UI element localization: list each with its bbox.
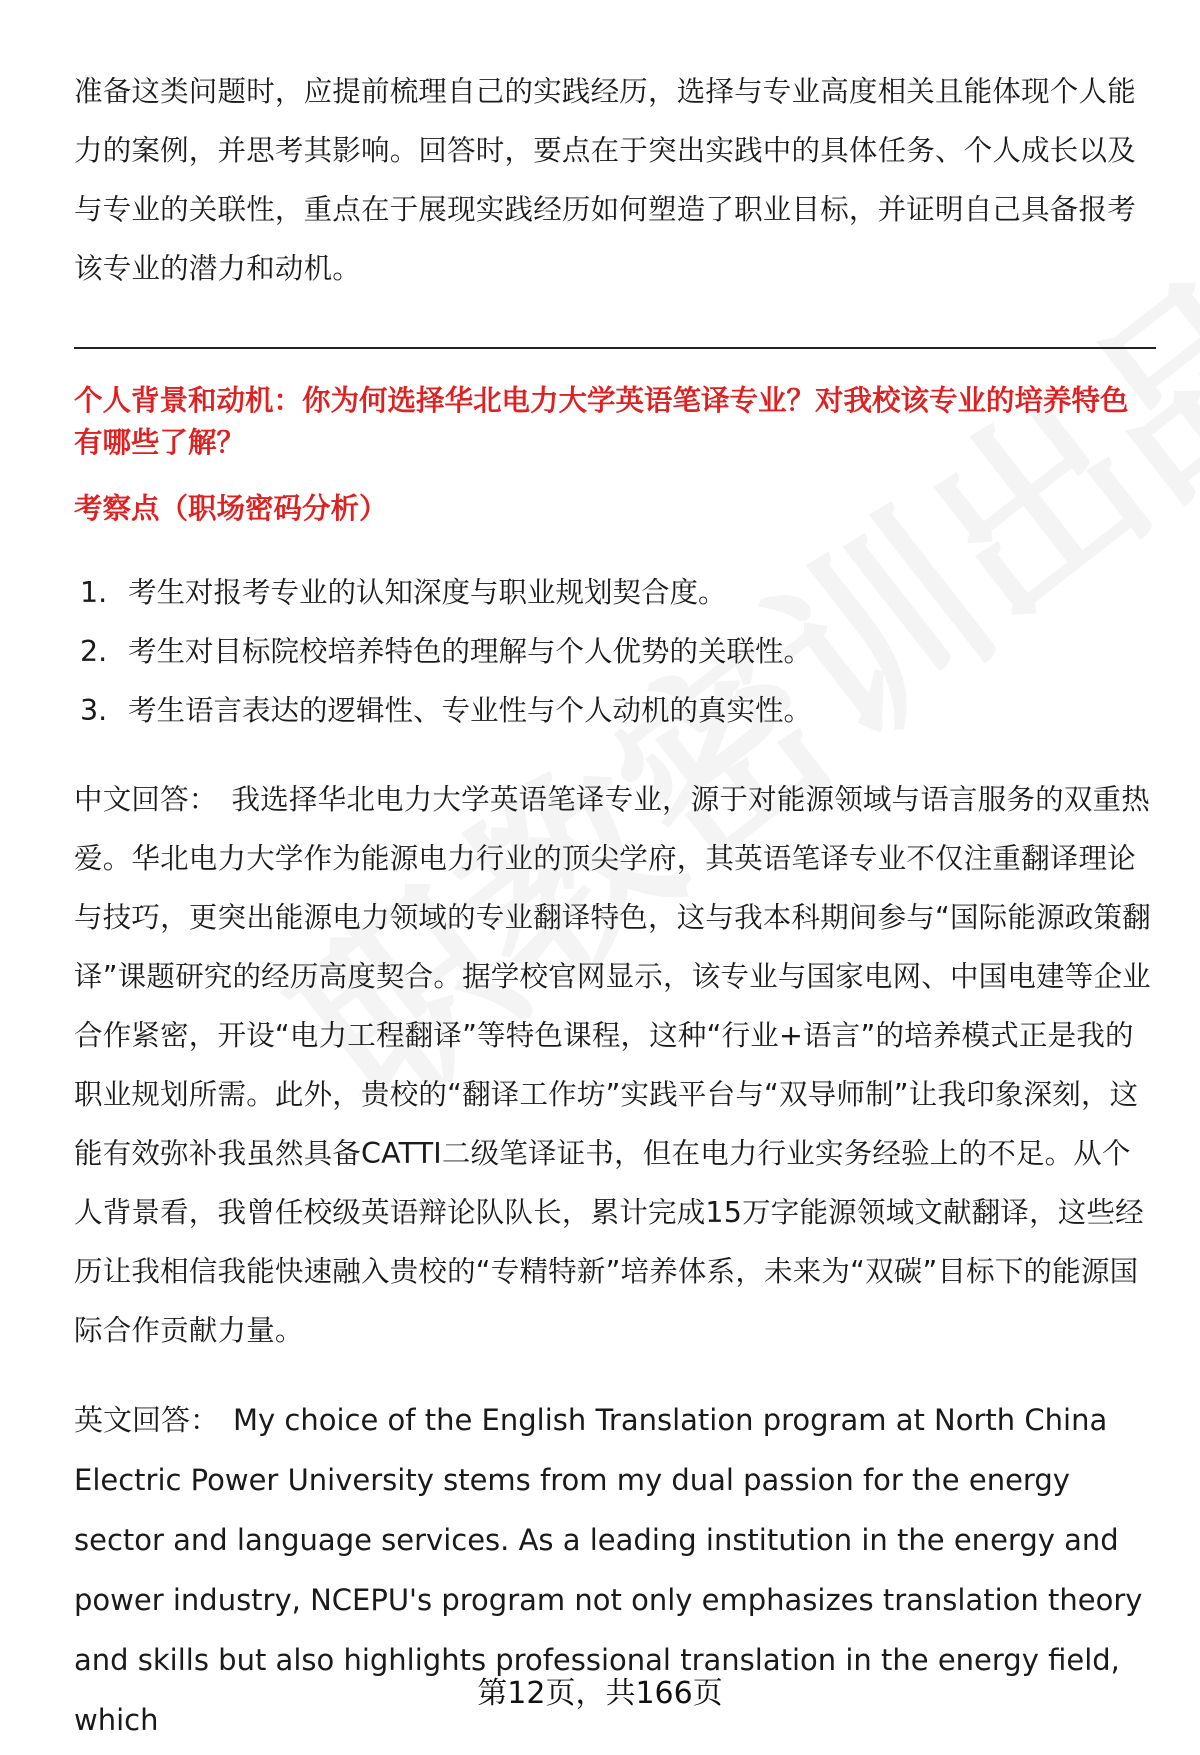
question-title: 个人背景和动机：你为何选择华北电力大学英语笔译专业？对我校该专业的培养特色有哪些了解？ bbox=[74, 384, 1129, 459]
english-answer-text: My choice of the English Translation program at North China Electric Power University stems from my dual passion for the energy sector and language services. As a leading institution in the energy and power industry, NCEPU's program not only emphasizes translation theory and skills but also highlights professional translation in the energy field, which bbox=[74, 1403, 1143, 1737]
list-text: 考生对目标院校培养特色的理解与个人优势的关联性。 bbox=[128, 635, 813, 668]
intro-paragraph: 准备这类问题时，应提前梳理自己的实践经历，选择与专业高度相关且能体现个人能力的案例，并思考其影响。回答时，要点在于突出实践中的具体任务、个人成长以及与专业的关联性，重点在于展现实践经历如何塑造了职业目标，并证明自己具备报考该专业的潜力和动机。 bbox=[74, 75, 1136, 285]
list-item bbox=[80, 681, 1150, 740]
chinese-answer-text: 我选择华北电力大学英语笔译专业，源于对能源领域与语言服务的双重热爱。华北电力大学作为能源电力行业的顶尖学府，其英语笔译专业不仅注重翻译理论与技巧，更突出能源电力领域的专业翻译特色，这与我本科期间参与“国际能源政策翻译”课题研究的经历高度契合。据学校官网显示，该专业与国家电网、中国电建等企业合作紧密，开设“电力工程翻译”等特色课程，这种“行业+语言”的培养模式正是我的职业规划所需。此外，贵校的“翻译工作坊”实践平台与“双导师制”让我印象深刻，这能有效弥补我虽然具备CATTI二级笔译证书，但在电力行业实务经验上的不足。从个人背景看，我曾任校级英语辩论队队长，累计完成15万字能源领域文献翻译，这些经历让我相信我能快速融入贵校的“专精特新”培养体系，未来为“双碳”目标下的能源国际合作贡献力量。 bbox=[74, 783, 1151, 1347]
list-text: 考生语言表达的逻辑性、专业性与个人动机的真实性。 bbox=[128, 694, 813, 727]
list-number: 1. bbox=[80, 576, 108, 609]
focus-points-list bbox=[80, 563, 1150, 740]
chinese-answer bbox=[74, 770, 1154, 1360]
focus-heading: 考察点（职场密码分析） bbox=[74, 492, 388, 525]
page-footer: 第12页，共166页 bbox=[477, 1676, 723, 1711]
chinese-answer-label: 中文回答： bbox=[74, 783, 218, 816]
list-item bbox=[80, 622, 1150, 681]
list-number: 2. bbox=[80, 635, 108, 668]
section-divider bbox=[74, 347, 1156, 349]
list-item bbox=[80, 563, 1150, 622]
list-number: 3. bbox=[80, 694, 108, 727]
list-text: 考生对报考专业的认知深度与职业规划契合度。 bbox=[128, 576, 727, 609]
english-answer-label: 英文回答： bbox=[74, 1403, 220, 1437]
